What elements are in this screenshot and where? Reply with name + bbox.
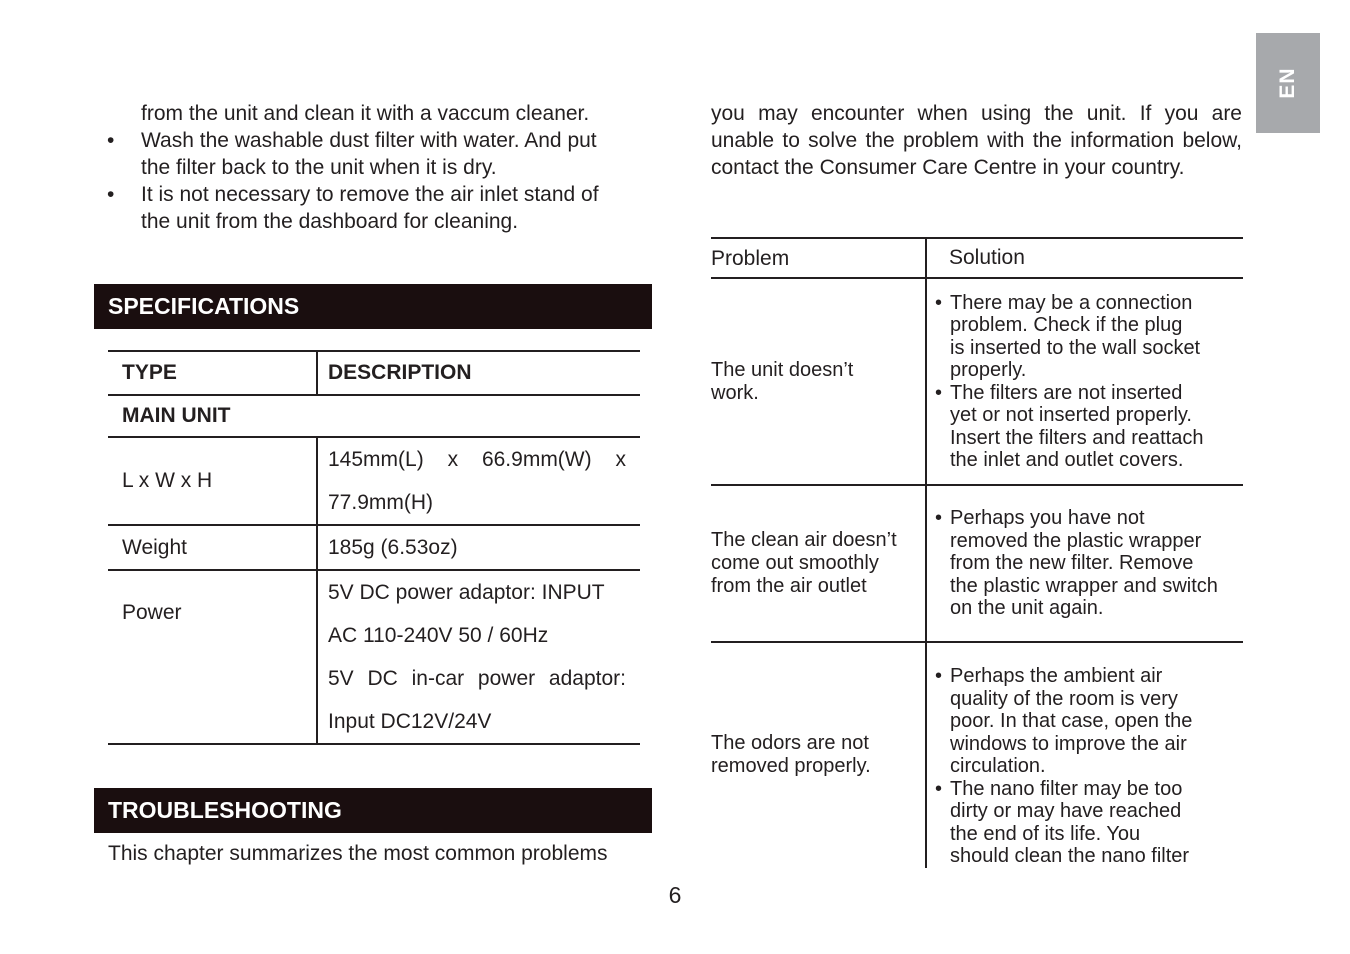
solution-line: the end of its life. You [950,822,1141,845]
spec-type-cell: L x W x H [108,437,317,525]
bullet-line: Wash the washable dust filter with water. And put [141,129,597,152]
solution-bullet [935,665,1243,778]
problem-cell [711,278,926,485]
trouble-col-problem: Problem [711,238,926,278]
spec-value-cell [317,570,640,744]
solution-line: quality of the room is very [950,687,1178,710]
spec-value-line: AC 110-240V 50 / 60Hz [328,624,549,647]
bullet-line: It is not necessary to remove the air inlet stand of [141,183,599,206]
intro-continuation: from the unit and clean it with a vaccum cleaner. [141,102,590,125]
spec-col-type: TYPE [108,351,317,395]
spec-header-row [108,351,640,395]
solution-line: problem. Check if the plug [950,314,1183,336]
specifications-table [108,350,640,745]
solution-line: Perhaps you have not [950,507,1145,530]
bullet-dot: • [107,129,115,152]
solution-line: windows to improve the air [950,732,1187,755]
solution-line: poor. In that case, open the [950,710,1193,732]
solution-cell [926,278,1243,485]
bullet-dot: • [107,183,115,206]
spec-col-description: DESCRIPTION [317,351,640,395]
spec-value-line: 145mm(L) x 66.9mm(W) x [328,448,626,471]
spec-type-cell: Weight [108,525,317,570]
trouble-row [711,642,1243,868]
solution-line: yet or not inserted properly. [950,404,1192,426]
solution-bullet [935,778,1243,868]
solution-line: dirty or may have reached [950,800,1182,822]
bullet-dot: • [935,381,943,404]
intro-bullet-1 [107,127,640,181]
spec-row-weight [108,525,640,570]
solution-line: the inlet and outlet covers. [950,449,1184,471]
left-intro [107,100,640,235]
page-number: 6 [668,882,682,908]
solution-bullet [935,382,1243,472]
solution-line: removed the plastic wrapper [950,529,1202,552]
bullet-dot: • [935,665,943,687]
spec-group-label: MAIN UNIT [108,395,640,437]
bullet-line: the filter back to the unit when it is dry. [141,156,497,179]
solution-line: The nano filter may be too [950,777,1183,800]
language-tab [1256,33,1320,133]
bullet-dot: • [935,291,943,314]
problem-cell [711,642,926,868]
spec-value-line: 5V DC power adaptor: INPUT [328,581,605,604]
troubleshooting-heading: TROUBLESHOOTING [94,788,652,833]
solution-bullet [935,507,1243,620]
bullet-line: the unit from the dashboard for cleaning. [141,210,519,233]
solution-cell [926,485,1243,642]
spec-row-power [108,570,640,744]
solution-line: Perhaps the ambient air [950,665,1163,687]
trouble-col-solution: Solution [926,238,1243,278]
spec-type-cell: Power [108,570,317,744]
solution-line: is inserted to the wall socket [950,336,1201,359]
trouble-header-row [711,238,1243,278]
trouble-row [711,278,1243,485]
problem-line: from the air outlet [711,575,867,597]
spec-value-line: Input DC12V/24V [328,710,492,733]
spec-value-line: 185g (6.53oz) [328,536,458,559]
problem-cell [711,485,926,642]
spec-group-row [108,395,640,437]
problem-line: work. [711,381,759,404]
problem-line: The odors are not [711,732,869,755]
spec-value-line: 77.9mm(H) [328,491,434,514]
troubleshooting-table [711,237,1243,868]
solution-line: Insert the filters and reattach [950,426,1204,449]
solution-line: the plastic wrapper and switch [950,574,1218,597]
troubleshooting-intro-left: This chapter summarizes the most common problems [108,842,608,865]
problem-line: The unit doesn’t [711,358,854,381]
problem-line: The clean air doesn’t [711,529,897,551]
trouble-row [711,485,1243,642]
language-tab-label: EN [1276,67,1299,99]
solution-line: from the new filter. Remove [950,552,1194,575]
solution-line: properly. [950,359,1027,381]
problem-line: removed properly. [711,755,871,778]
solution-cell [926,642,1243,868]
spec-value-line: 5V DC in-car power adaptor: [328,667,626,690]
bullet-dot: • [935,507,943,530]
troubleshooting-intro-right: you may encounter when using the unit. If you are unable to solve the problem with the information below, contact the Consumer Care Centre in your country. [711,102,1242,179]
solution-line: The filters are not inserted [950,381,1183,404]
specifications-heading: SPECIFICATIONS [94,284,652,329]
solution-bullet [935,292,1243,382]
bullet-dot: • [935,777,943,800]
solution-line: There may be a connection [950,291,1193,314]
spec-row-dimensions [108,437,640,525]
intro-bullet-2 [107,181,640,235]
spec-value-cell [317,437,640,525]
solution-line: should clean the nano filter [950,845,1190,867]
solution-line: on the unit again. [950,597,1104,620]
spec-value-cell [317,525,640,570]
solution-line: circulation. [950,755,1046,777]
problem-line: come out smoothly [711,552,879,574]
